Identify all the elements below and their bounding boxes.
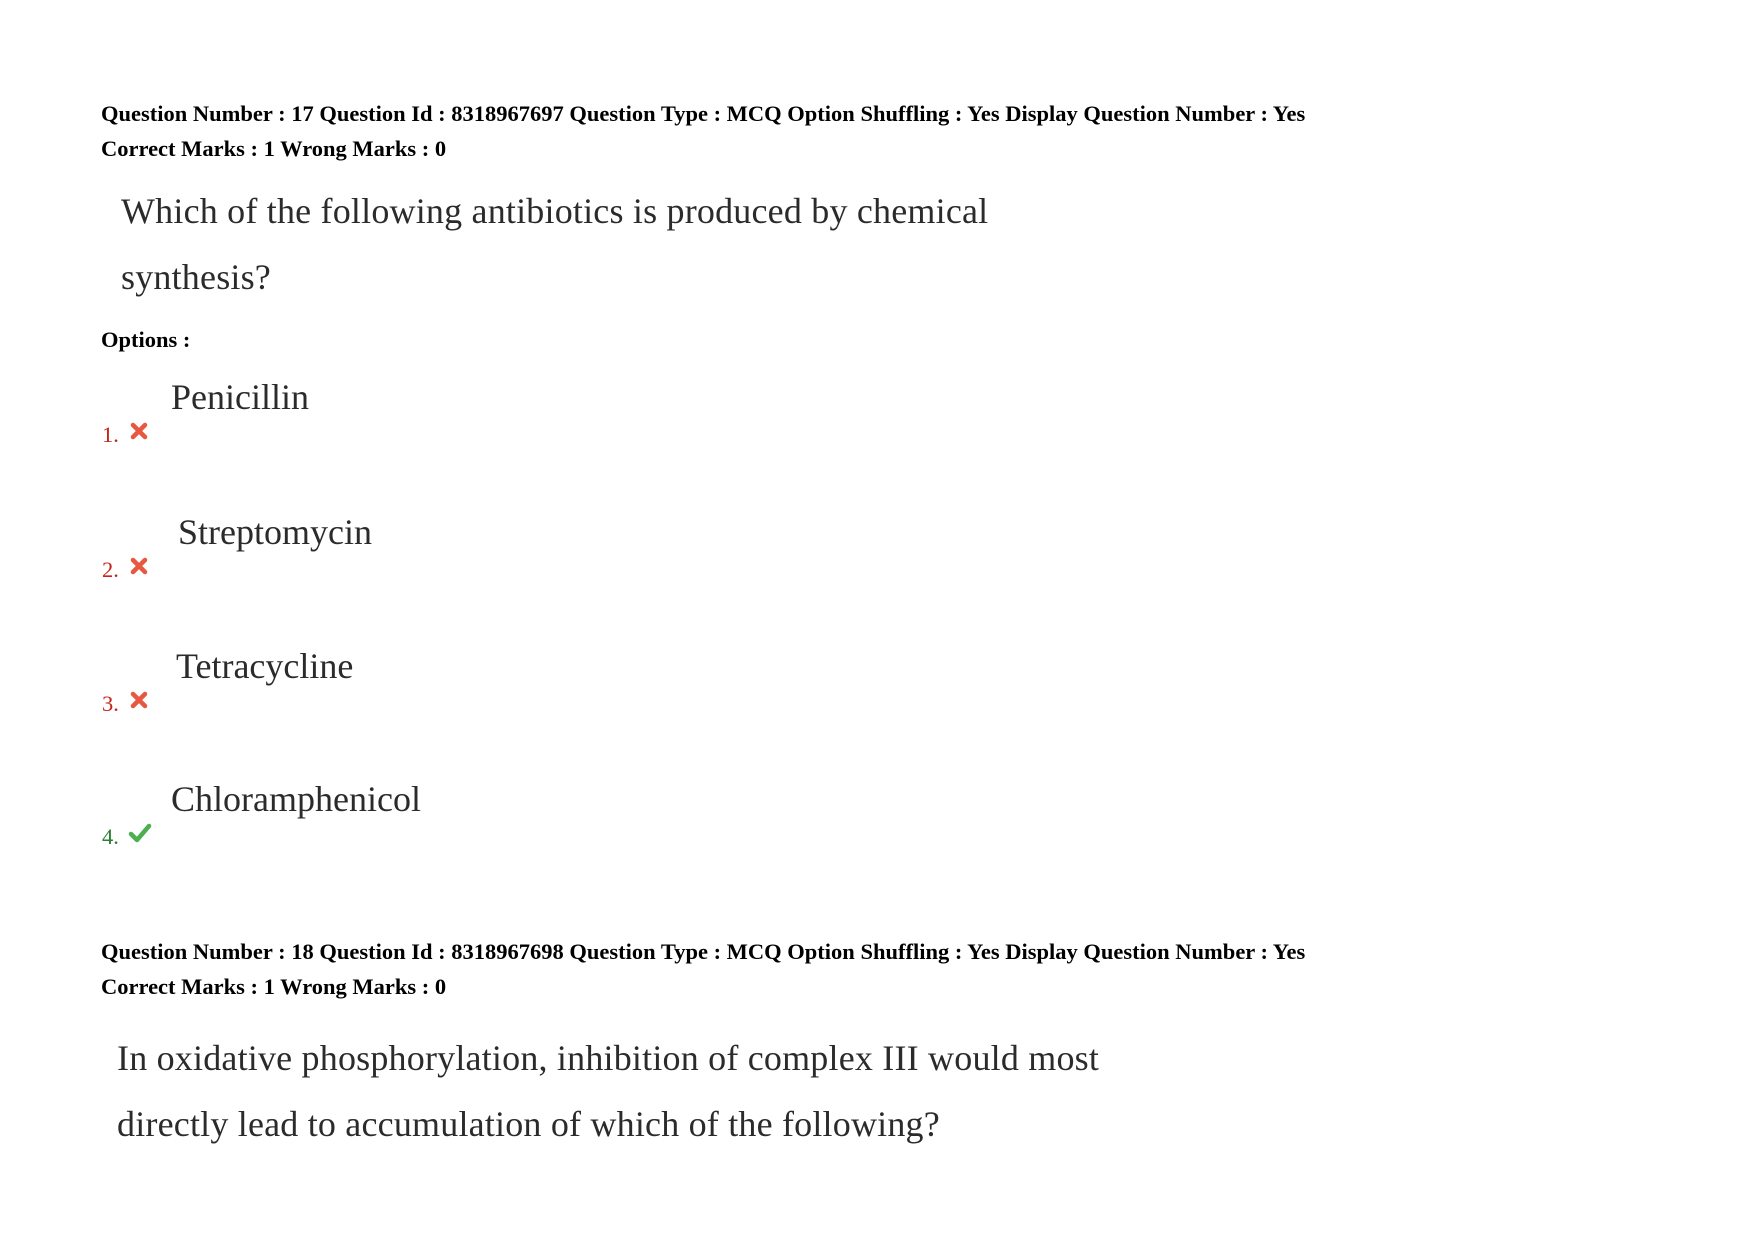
- marks-meta-line: Correct Marks : 1 Wrong Marks : 0: [101, 136, 447, 161]
- options-label: Options :: [101, 327, 191, 352]
- cross-icon: [128, 420, 152, 442]
- option-item: [101, 375, 1001, 475]
- option-text: Streptomycin: [178, 512, 372, 552]
- option-number: 3.: [102, 691, 119, 716]
- question-meta-line: Question Number : 17 Question Id : 8318967697 Question Type : MCQ Option Shuffling : Yes Display Question Number : Yes: [101, 101, 1306, 126]
- marks-meta-line: Correct Marks : 1 Wrong Marks : 0: [101, 974, 447, 999]
- question-text-line: Which of the following antibiotics is produced by chemical: [121, 191, 989, 231]
- option-text: Tetracycline: [176, 646, 354, 686]
- option-item: [101, 644, 1001, 744]
- question-text-line: directly lead to accumulation of which of the following?: [117, 1104, 940, 1144]
- check-icon: [128, 822, 152, 844]
- option-text: Penicillin: [171, 377, 309, 417]
- question-text-line: synthesis?: [121, 257, 271, 297]
- question-text-line: In oxidative phosphorylation, inhibition of complex III would most: [117, 1038, 1100, 1078]
- option-text: Chloramphenicol: [171, 779, 421, 819]
- option-number: 1.: [102, 422, 119, 447]
- option-item: [101, 777, 1001, 877]
- option-number: 4.: [102, 824, 119, 849]
- question-meta-line: Question Number : 18 Question Id : 8318967698 Question Type : MCQ Option Shuffling : Yes Display Question Number : Yes: [101, 939, 1306, 964]
- option-item: [101, 510, 1001, 610]
- cross-icon: [128, 555, 152, 577]
- option-number: 2.: [102, 557, 119, 582]
- cross-icon: [128, 689, 152, 711]
